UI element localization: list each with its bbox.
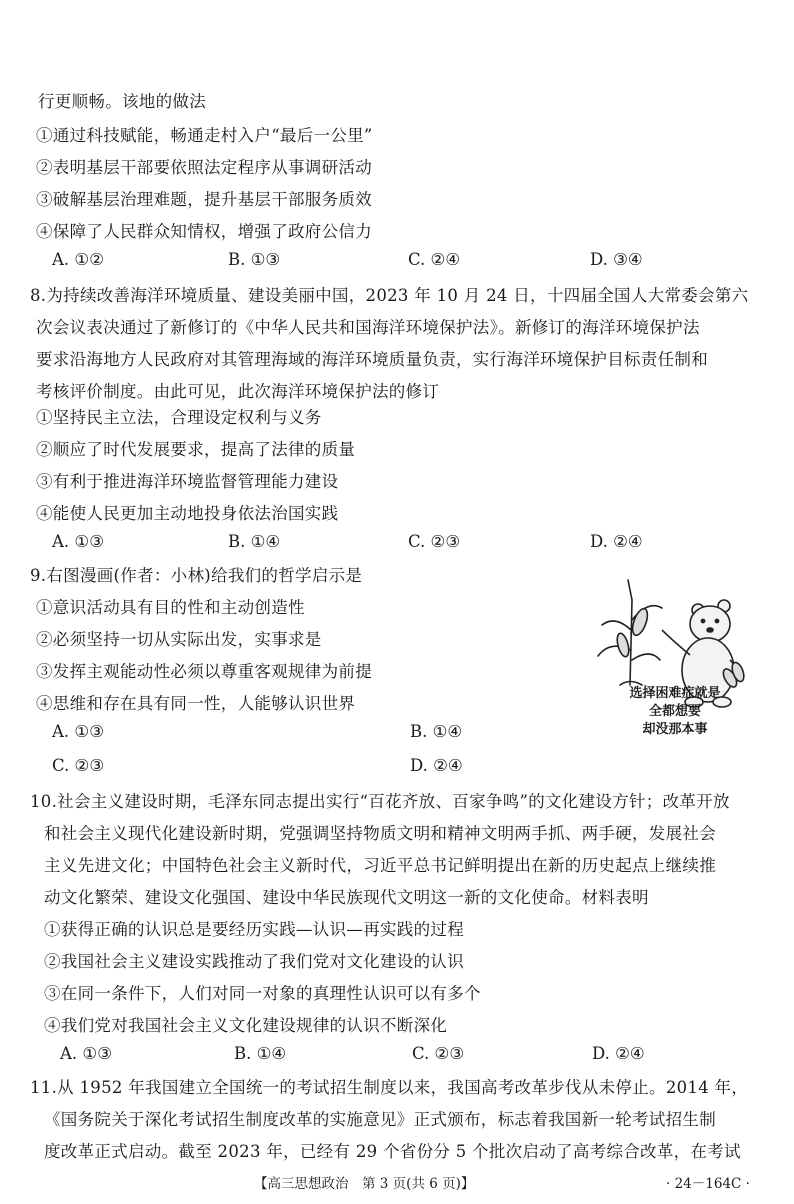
q8-option-d: D. ②④ bbox=[590, 532, 643, 551]
q8-option-a: A. ①③ bbox=[52, 532, 104, 551]
q9-item-4: ④思维和存在具有同一性，人能够认识世界 bbox=[36, 694, 356, 713]
q7-stem-tail: 行更顺畅。该地的做法 bbox=[38, 92, 206, 111]
q10-option-d: D. ②④ bbox=[592, 1044, 645, 1063]
q8-option-b: B. ①④ bbox=[228, 532, 281, 551]
page-footer-code: · 24－164C · bbox=[666, 1176, 750, 1192]
q10-item-2: ②我国社会主义建设实践推动了我们党对文化建设的认识 bbox=[44, 952, 464, 971]
cartoon-caption-line-1: 选择困难症就是 bbox=[629, 686, 721, 701]
q11-stem-line-1: 11.从 1952 年我国建立全国统一的考试招生制度以来，我国高考改革步伐从未停止。2014 年， bbox=[30, 1078, 749, 1097]
q8-item-2: ②顺应了时代发展要求，提高了法律的质量 bbox=[36, 440, 356, 459]
page-footer-center: 【高三思想政治 第 3 页(共 6 页)】 bbox=[254, 1176, 475, 1192]
q8-stem-line-1: 8.为持续改善海洋环境质量、建设美丽中国，2023 年 10 月 24 日，十四届全国人大常委会第六 bbox=[30, 286, 749, 305]
q7-item-4: ④保障了人民群众知情权，增强了政府公信力 bbox=[36, 222, 372, 241]
q10-option-c: C. ②③ bbox=[412, 1044, 465, 1063]
q10-item-1: ①获得正确的认识总是要经历实践—认识—再实践的过程 bbox=[44, 920, 464, 939]
q7-option-a: A. ①② bbox=[52, 250, 104, 269]
q9-item-1: ①意识活动具有目的性和主动创造性 bbox=[36, 598, 305, 617]
q9-option-a: A. ①③ bbox=[52, 722, 104, 741]
q8-stem-line-2: 次会议表决通过了新修订的《中华人民共和国海洋环境保护法》。新修订的海洋环境保护法 bbox=[36, 318, 700, 337]
q8-item-3: ③有利于推进海洋环境监督管理能力建设 bbox=[36, 472, 339, 491]
q8-item-4: ④能使人民更加主动地投身依法治国实践 bbox=[36, 504, 339, 523]
q9-item-3: ③发挥主观能动性必须以尊重客观规律为前提 bbox=[36, 662, 372, 681]
q9-stem: 9.右图漫画(作者：小林)给我们的哲学启示是 bbox=[30, 566, 363, 585]
q9-option-d: D. ②④ bbox=[410, 756, 463, 775]
q7-item-2: ②表明基层干部要依照法定程序从事调研活动 bbox=[36, 158, 372, 177]
q11-stem-line-2: 《国务院关于深化考试招生制度改革的实施意见》正式颁布，标志着我国新一轮考试招生制 bbox=[44, 1110, 716, 1129]
q7-option-b: B. ①③ bbox=[228, 250, 281, 269]
q8-option-c: C. ②③ bbox=[408, 532, 461, 551]
q11-stem-line-3: 度改革正式启动。截至 2023 年，已经有 29 个省份分 5 个批次启动了高考综合改革，在考试 bbox=[44, 1142, 741, 1161]
q9-option-c: C. ②③ bbox=[52, 756, 105, 775]
q10-stem-line-1: 10.社会主义建设时期，毛泽东同志提出实行“百花齐放、百家争鸣”的文化建设方针；改革开放 bbox=[30, 792, 730, 811]
q7-item-3: ③破解基层治理难题，提升基层干部服务质效 bbox=[36, 190, 372, 209]
q8-stem-line-3: 要求沿海地方人民政府对其管理海域的海洋环境质量负责，实行海洋环境保护目标责任制和 bbox=[36, 350, 708, 369]
q10-item-3: ③在同一条件下，人们对同一对象的真理性认识可以有多个 bbox=[44, 984, 481, 1003]
q7-option-c: C. ②④ bbox=[408, 250, 461, 269]
corn-plant-drawing bbox=[598, 580, 662, 685]
q7-option-d: D. ③④ bbox=[590, 250, 643, 269]
q10-stem-line-2: 和社会主义现代化建设新时期，党强调坚持物质文明和精神文明两手抓、两手硬，发展社会 bbox=[44, 824, 716, 843]
cartoon-caption-line-2: 全都想要 bbox=[648, 704, 701, 719]
q7-item-1: ①通过科技赋能，畅通走村入户“最后一公里” bbox=[36, 126, 373, 145]
q10-item-4: ④我们党对我国社会主义文化建设规律的认识不断深化 bbox=[44, 1016, 448, 1035]
q10-stem-line-3: 主义先进文化；中国特色社会主义新时代，习近平总书记鲜明提出在新的历史起点上继续推 bbox=[44, 856, 716, 875]
q10-option-a: A. ①③ bbox=[60, 1044, 112, 1063]
q8-stem-line-4: 考核评价制度。由此可见，此次海洋环境保护法的修订 bbox=[36, 382, 440, 401]
q10-option-b: B. ①④ bbox=[234, 1044, 287, 1063]
q9-item-2: ②必须坚持一切从实际出发，实事求是 bbox=[36, 630, 322, 649]
q10-stem-line-4: 动文化繁荣、建设文化强国、建设中华民族现代文明这一新的文化使命。材料表明 bbox=[44, 888, 649, 907]
q8-item-1: ①坚持民主立法，合理设定权利与义务 bbox=[36, 408, 322, 427]
q9-option-b: B. ①④ bbox=[410, 722, 463, 741]
cartoon-caption-line-3: 却没那本事 bbox=[642, 722, 708, 737]
